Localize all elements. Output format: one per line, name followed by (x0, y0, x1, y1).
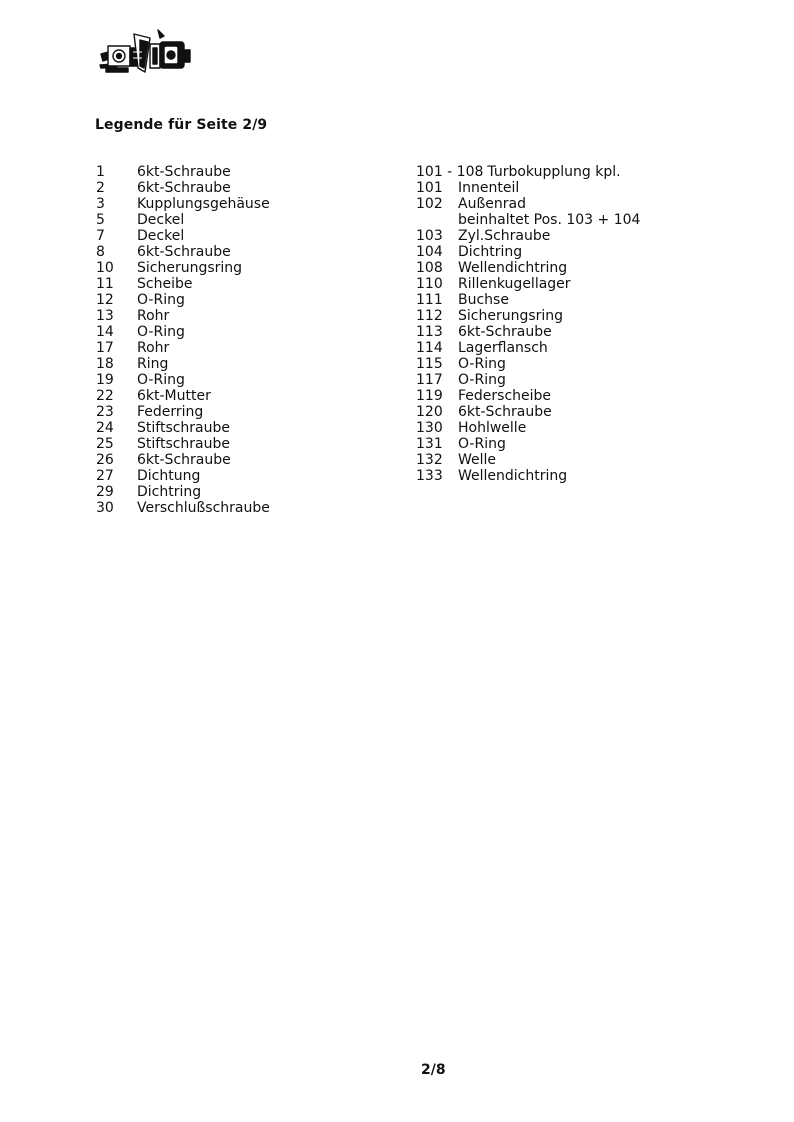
legend-item (416, 468, 640, 484)
legend-item (416, 212, 640, 228)
legend-item-number: 19 (96, 372, 114, 388)
legend-item (96, 452, 270, 468)
legend-item-text: Verschlußschraube (137, 500, 270, 516)
legend-item-number: 13 (96, 308, 114, 324)
legend-list-left (96, 164, 270, 516)
legend-item-number: 113 (416, 324, 443, 340)
legend-item (96, 228, 270, 244)
legend-item-text: Wellendichtring (458, 468, 568, 484)
legend-item (96, 436, 270, 452)
legend-item-number: 11 (96, 276, 114, 292)
page-number: 2/8 (421, 1062, 446, 1078)
legend-item (416, 292, 640, 308)
legend-item (96, 388, 270, 404)
legend-item-number: 131 (416, 436, 443, 452)
legend-item-text: Dichtung (137, 468, 201, 484)
legend-item-number: 17 (96, 340, 114, 356)
legend-item (96, 324, 270, 340)
legend-item-text: Stiftschraube (137, 420, 231, 436)
legend-item (96, 404, 270, 420)
legend-item (96, 484, 270, 500)
legend-item-text: Sicherungsring (137, 260, 243, 276)
legend-item-number: 132 (416, 452, 443, 468)
legend-item-text: Deckel (137, 228, 185, 244)
legend-item-number: 29 (96, 484, 114, 500)
legend-item (416, 388, 640, 404)
turbo-coupling-drawing-icon (98, 28, 192, 74)
legend-item (96, 244, 270, 260)
legend-item-text: Ring (137, 356, 169, 372)
legend-item-text: 6kt-Schraube (137, 164, 231, 180)
legend-item-number: 3 (96, 196, 105, 212)
legend-item (416, 308, 640, 324)
legend-item-number: 22 (96, 388, 114, 404)
legend-item-text: Scheibe (137, 276, 193, 292)
legend-item (96, 468, 270, 484)
legend-item-number: 24 (96, 420, 114, 436)
legend-item-text: 6kt-Schraube (137, 180, 231, 196)
legend-item (96, 180, 270, 196)
legend-item-text: Turbokupplung kpl. (487, 164, 621, 180)
legend-item-number: 108 (416, 260, 443, 276)
legend-item-text: Lagerflansch (458, 340, 548, 356)
legend-item (96, 196, 270, 212)
legend-item-text: Kupplungsgehäuse (137, 196, 270, 212)
legend-item-text: Deckel (137, 212, 185, 228)
legend-item-number: 2 (96, 180, 105, 196)
legend-item-number: 117 (416, 372, 443, 388)
legend-item-number: 27 (96, 468, 114, 484)
legend-item-text: O-Ring (137, 324, 185, 340)
legend-item-text: Federscheibe (458, 388, 552, 404)
legend-item (416, 356, 640, 372)
legend-item (416, 228, 640, 244)
legend-item-number (416, 212, 458, 228)
legend-item-number: 101 - 108 (416, 164, 484, 180)
legend-item (416, 276, 640, 292)
legend-item-number: 103 (416, 228, 443, 244)
legend-item-number: 133 (416, 468, 443, 484)
legend-item-text: Innenteil (458, 180, 520, 196)
legend-item (416, 164, 640, 180)
legend-heading: Legende für Seite 2/9 (95, 117, 268, 133)
legend-item-text: beinhaltet Pos. 103 + 104 (458, 212, 641, 228)
legend-item (416, 436, 640, 452)
legend-item-number: 23 (96, 404, 114, 420)
legend-item (416, 324, 640, 340)
legend-item-text: Hohlwelle (458, 420, 527, 436)
legend-item-number: 7 (96, 228, 105, 244)
legend-item-text: Rohr (137, 340, 170, 356)
legend-item-text: Wellendichtring (458, 260, 568, 276)
legend-item-number: 110 (416, 276, 443, 292)
legend-item-number: 12 (96, 292, 114, 308)
legend-item (96, 356, 270, 372)
legend-item (96, 276, 270, 292)
legend-item-text: 6kt-Schraube (137, 244, 231, 260)
legend-item-text: Zyl.Schraube (458, 228, 551, 244)
legend-item-text: O-Ring (458, 372, 506, 388)
legend-item-number: 120 (416, 404, 443, 420)
legend-item-text: O-Ring (137, 372, 185, 388)
legend-item-number: 18 (96, 356, 114, 372)
legend-item (96, 260, 270, 276)
legend-item-number: 130 (416, 420, 443, 436)
legend-item-text: Buchse (458, 292, 509, 308)
legend-item (96, 308, 270, 324)
legend-item (96, 212, 270, 228)
legend-item-text: Außenrad (458, 196, 526, 212)
legend-item-text: O-Ring (137, 292, 185, 308)
legend-item (96, 372, 270, 388)
legend-item-number: 25 (96, 436, 114, 452)
legend-item (96, 420, 270, 436)
legend-item (96, 292, 270, 308)
legend-item-text: 6kt-Schraube (458, 324, 552, 340)
legend-item (416, 244, 640, 260)
legend-item-text: Rohr (137, 308, 170, 324)
legend-item (96, 500, 270, 516)
legend-item (416, 180, 640, 196)
legend-item-text: Dichtring (137, 484, 202, 500)
legend-item-text: Federring (137, 404, 204, 420)
legend-item-number: 14 (96, 324, 114, 340)
legend-item (416, 372, 640, 388)
legend-item-text: 6kt-Mutter (137, 388, 211, 404)
legend-item-number: 112 (416, 308, 443, 324)
legend-item (416, 404, 640, 420)
legend-item-number: 1 (96, 164, 105, 180)
legend-item (416, 196, 640, 212)
legend-item (96, 164, 270, 180)
legend-item-text: Rillenkugellager (458, 276, 571, 292)
legend-item-text: Welle (458, 452, 497, 468)
legend-item-number: 102 (416, 196, 443, 212)
legend-item-text: 6kt-Schraube (137, 452, 231, 468)
legend-item (416, 452, 640, 468)
legend-item-number: 115 (416, 356, 443, 372)
legend-item (416, 420, 640, 436)
legend-item-text: O-Ring (458, 356, 506, 372)
legend-item-number: 10 (96, 260, 114, 276)
legend-item-text: Stiftschraube (137, 436, 231, 452)
legend-item-number: 114 (416, 340, 443, 356)
legend-item-number: 26 (96, 452, 114, 468)
legend-item-number: 101 (416, 180, 443, 196)
legend-item-text: 6kt-Schraube (458, 404, 552, 420)
legend-item-number: 8 (96, 244, 105, 260)
legend-item-number: 111 (416, 292, 443, 308)
legend-item (416, 340, 640, 356)
legend-list-right (416, 164, 640, 484)
legend-item-number: 119 (416, 388, 443, 404)
legend-item-number: 5 (96, 212, 105, 228)
legend-item-number: 30 (96, 500, 114, 516)
legend-item (416, 260, 640, 276)
legend-item-text: Dichtring (458, 244, 523, 260)
legend-item-text: Sicherungsring (458, 308, 564, 324)
legend-item (96, 340, 270, 356)
legend-item-number: 104 (416, 244, 443, 260)
legend-item-text: O-Ring (458, 436, 506, 452)
